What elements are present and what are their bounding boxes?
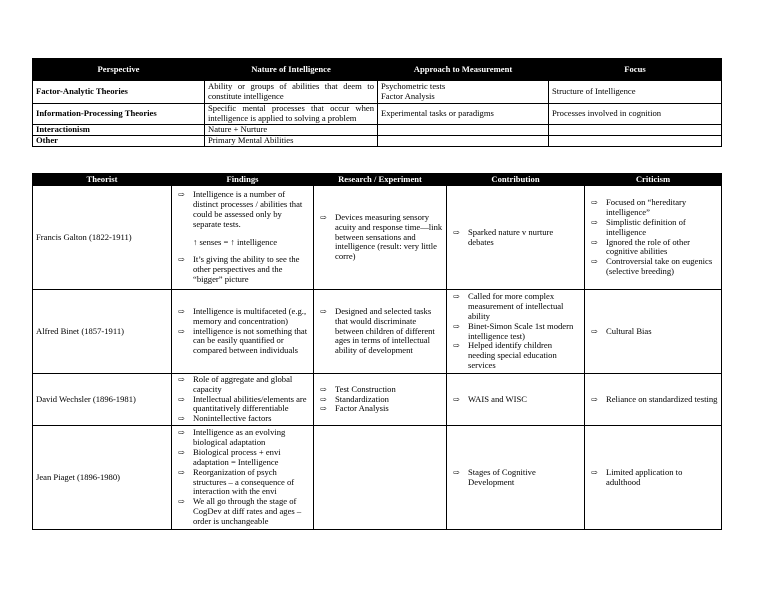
nature-cell: Ability or groups of abilities that deem to constitute intelligence [205, 81, 378, 104]
header-theorist: Theorist [33, 174, 172, 186]
theorist-name: Jean Piaget (1896-1980) [33, 426, 172, 530]
list-item: ⇨ Sparked nature v nurture debates [450, 228, 581, 248]
focus-cell [549, 135, 722, 146]
approach-cell: Experimental tasks or paradigms [378, 104, 549, 125]
list-item: ⇨ Ignored the role of other cognitive abilities [588, 238, 718, 258]
note-text: ↑ senses = ↑ intelligence [193, 236, 278, 247]
list-item: ⇨ Limited application to adulthood [588, 468, 718, 488]
contribution-cell [447, 374, 585, 426]
list-item: ⇨ We all go through the stage of CogDev at diff rates and ages – order is unchangeable [175, 497, 310, 527]
table-row [33, 104, 722, 125]
list-item: ⇨ Role of aggregate and global capacity [175, 375, 310, 395]
table-row [33, 426, 722, 530]
criticism-cell [585, 426, 722, 530]
list-item: ⇨ Focused on “hereditary intelligence” [588, 198, 718, 218]
header-focus: Focus [549, 59, 722, 81]
approach-line: Factor Analysis [381, 91, 435, 101]
list-item: ⇨ Test Construction [317, 385, 443, 395]
contribution-cell [447, 426, 585, 530]
list-item: ⇨ Intelligence is multifaceted (e.g., memory and concentration) [175, 307, 310, 327]
perspectives-table [32, 58, 722, 147]
list-item: ⇨ intelligence is not something that can be easily quantified or compared between individuals [175, 327, 310, 357]
approach-line: Psychometric tests [381, 81, 446, 92]
list-item: ⇨ Reorganization of psych structures – a consequence of interaction with the envi [175, 468, 310, 498]
research-cell [314, 186, 447, 290]
approach-cell [378, 135, 549, 146]
list-item: ⇨ Called for more complex measurement of intellectual ability [450, 292, 581, 322]
header-nature: Nature of Intelligence [205, 59, 378, 81]
research-cell [314, 426, 447, 530]
table-row [33, 186, 722, 290]
theorists-table [32, 173, 722, 530]
table-row [33, 135, 722, 146]
list-item: ⇨ Devices measuring sensory acuity and response time—link between sensations and intelligence (result: very little corre) [317, 213, 443, 262]
theorist-name: David Wechsler (1896-1981) [33, 374, 172, 426]
list-item: ⇨ Helped identify children needing special education services [450, 341, 581, 371]
list-item: ⇨ Controversial take on eugenics (selective breeding) [588, 257, 718, 277]
criticism-cell [585, 374, 722, 426]
header-approach: Approach to Measurement [378, 59, 549, 81]
list-item: ⇨ Biological process + envi adaptation = Intelligence [175, 448, 310, 468]
findings-cell [172, 426, 314, 530]
list-item: ⇨ Intelligence as an evolving biological adaptation [175, 428, 310, 448]
perspective-cell: Factor-Analytic Theories [33, 81, 205, 104]
table-row [33, 290, 722, 374]
approach-cell [378, 81, 549, 104]
list-item: ⇨ Intellectual abilities/elements are quantitatively differentiable [175, 395, 310, 415]
list-item: ⇨ Nonintellective factors [175, 414, 310, 424]
header-criticism: Criticism [585, 174, 722, 186]
list-item: ⇨ Binet-Simon Scale 1st modern intelligence test) [450, 322, 581, 342]
table-row [33, 81, 722, 104]
perspective-cell: Other [33, 135, 205, 146]
approach-cell [378, 124, 549, 135]
focus-cell: Structure of Intelligence [549, 81, 722, 104]
table-row [33, 124, 722, 135]
perspective-cell: Information-Processing Theories [33, 104, 205, 125]
header-contribution: Contribution [447, 174, 585, 186]
theorist-name: Francis Galton (1822-1911) [33, 186, 172, 290]
findings-cell [172, 290, 314, 374]
focus-cell: Processes involved in cognition [549, 104, 722, 125]
focus-cell [549, 124, 722, 135]
list-item: ⇨ Simplistic definition of intelligence [588, 218, 718, 238]
criticism-cell [585, 186, 722, 290]
list-item: ⇨ WAIS and WISC [450, 395, 581, 405]
header-perspective: Perspective [33, 59, 205, 81]
findings-cell [172, 186, 314, 290]
perspective-cell: Interactionism [33, 124, 205, 135]
header-findings: Findings [172, 174, 314, 186]
contribution-cell [447, 186, 585, 290]
research-cell [314, 290, 447, 374]
list-item: ⇨ Cultural Bias [588, 327, 718, 337]
research-cell [314, 374, 447, 426]
list-item: ⇨ Intelligence is a number of distinct processes / abilities that could be assessed only by separate tests. [175, 190, 310, 230]
criticism-cell [585, 290, 722, 374]
list-item: ⇨ Reliance on standardized testing [588, 395, 718, 405]
nature-cell: Primary Mental Abilities [205, 135, 378, 146]
theorist-name: Alfred Binet (1857-1911) [33, 290, 172, 374]
contribution-cell [447, 290, 585, 374]
findings-cell [172, 374, 314, 426]
list-item: ⇨ Factor Analysis [317, 404, 443, 414]
table-row [33, 374, 722, 426]
nature-cell: Specific mental processes that occur when intelligence is applied to solving a problem [205, 104, 378, 125]
nature-cell: Nature + Nurture [205, 124, 378, 135]
list-item: ⇨ Stages of Cognitive Development [450, 468, 581, 488]
header-research: Research / Experiment [314, 174, 447, 186]
list-item: ⇨ Designed and selected tasks that would discriminate between children of different ages in terms of intellectual ability of development [317, 307, 443, 356]
list-item: ⇨ Standardization [317, 395, 443, 405]
list-item: ⇨ It’s giving the ability to see the other perspectives and the “bigger” picture [175, 255, 310, 285]
